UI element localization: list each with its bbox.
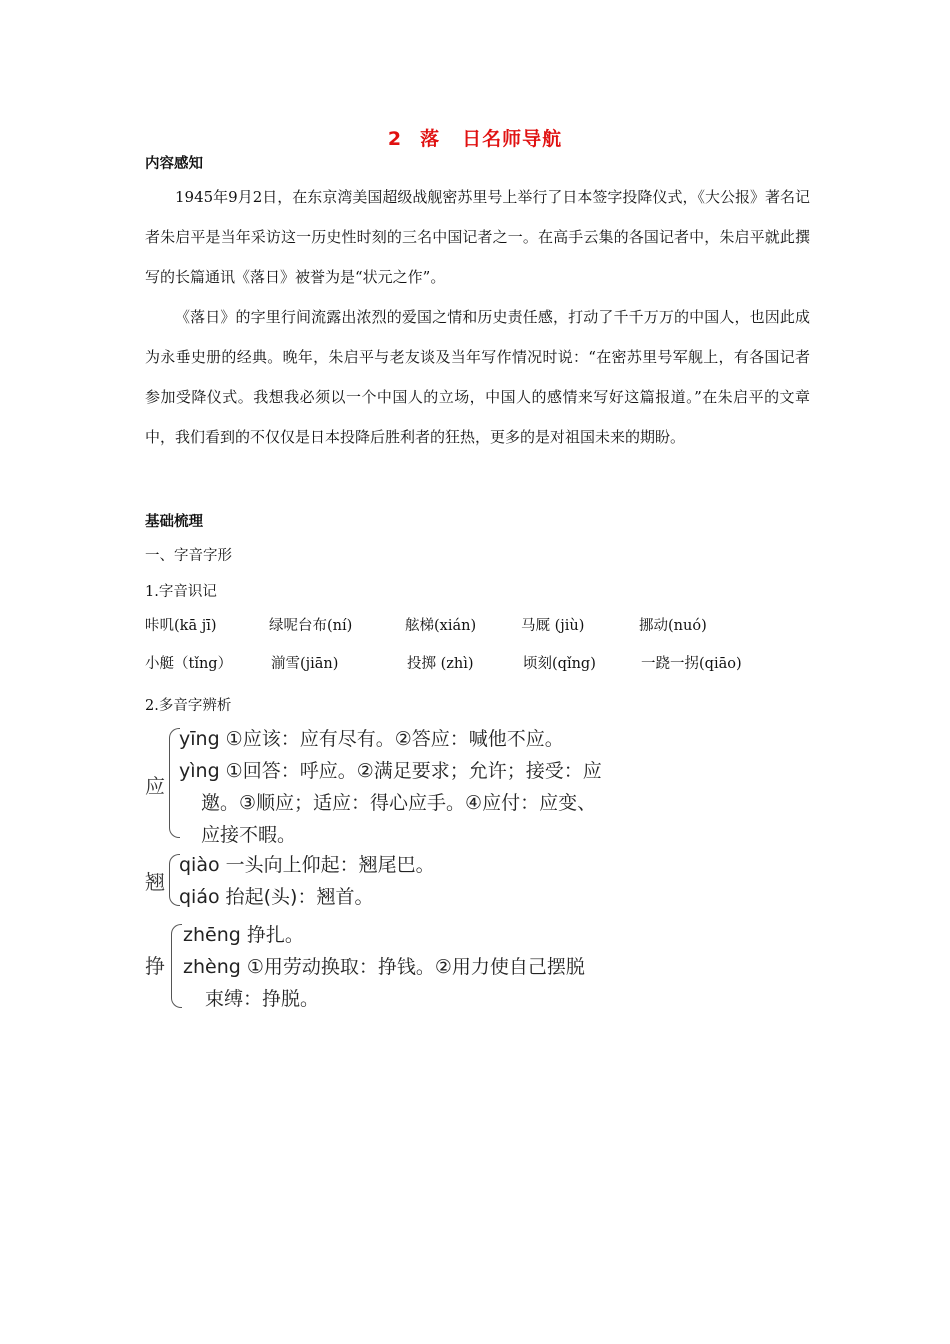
polyphone-line: yìng ①回答：呼应。②满足要求；允许；接受：应 xyxy=(179,760,602,782)
polyphone-ying xyxy=(145,722,665,846)
polyphone-char: 应 xyxy=(145,774,165,798)
polyphone-line: zhèng ①用劳动换取：挣钱。②用力使自己摆脱 xyxy=(183,956,585,978)
polyphone-line: qiáo 抬起(头)：翘首。 xyxy=(179,886,374,908)
title-rest: 日名师导航 xyxy=(462,128,563,150)
vocab-item: 一跷一拐(qiāo) xyxy=(641,656,742,672)
polyphone-line: yīng ①应该：应有尽有。②答应：喊他不应。 xyxy=(179,728,564,750)
vocab-item: 绿呢台布(ní) xyxy=(269,618,353,634)
brace-icon xyxy=(171,924,182,1008)
polyphone-line: 应接不暇。 xyxy=(201,824,297,846)
item-pronunciation-memory: 1.字音识记 xyxy=(145,584,217,600)
polyphone-line: zhēng 挣扎。 xyxy=(183,924,304,946)
polyphone-line: 邀。③顺应；适应：得心应手。④应付：应变、 xyxy=(201,792,597,814)
paragraph-2: 《落日》的字里行间流露出浓烈的爱国之情和历史责任感，打动了千千万万的中国人，也因此成为永垂史册的经典。晚年，朱启平与老友谈及当年写作情况时说：“在密苏里号军舰上，有各国记者参加受降仪式。我想我必须以一个中国人的立场，中国人的感情来写好这篇报道。”在朱启平的文章中，我们看到的不仅仅是日本投降后胜利者的狂热，更多的是对祖国未来的期盼。 xyxy=(145,308,810,446)
vocab-item: 小艇（tǐng） xyxy=(145,656,233,672)
lesson-number: 2 xyxy=(387,128,403,150)
vocab-item: 舷梯(xián) xyxy=(405,618,477,634)
vocab-item: 湔雪(jiān) xyxy=(271,656,339,672)
vocab-item: 顷刻(qǐng) xyxy=(523,656,596,672)
polyphone-char: 翘 xyxy=(145,870,165,894)
polyphone-line: 束缚：挣脱。 xyxy=(205,988,320,1010)
section-heading-content: 内容感知 xyxy=(145,156,203,172)
polyphone-zheng xyxy=(145,918,665,1014)
polyphone-qiao xyxy=(145,848,545,912)
vocab-item: 咔叽(kā jī) xyxy=(145,618,217,634)
vocab-item: 投掷 (zhì) xyxy=(407,656,474,672)
section-heading-basics: 基础梳理 xyxy=(145,514,203,530)
item-polyphone-analysis: 2.多音字辨析 xyxy=(145,698,232,714)
subheading-pronunciation: 一、字音字形 xyxy=(145,548,232,564)
page-title xyxy=(0,124,950,151)
title-first-char: 落 xyxy=(420,128,441,150)
polyphone-line: qiào 一头向上仰起：翘尾巴。 xyxy=(179,854,435,876)
paragraph-1: 1945年9月2日，在东京湾美国超级战舰密苏里号上举行了日本签字投降仪式，《大公报》著名记者朱启平是当年采访这一历史性时刻的三名中国记者之一。在高手云集的各国记者中，朱启平就此撰写的长篇通讯《落日》被誉为是“状元之作”。 xyxy=(145,188,810,286)
polyphone-char: 挣 xyxy=(145,954,165,978)
vocab-item: 挪动(nuó) xyxy=(639,618,707,634)
vocab-item: 马厩 (jiù) xyxy=(521,618,585,634)
